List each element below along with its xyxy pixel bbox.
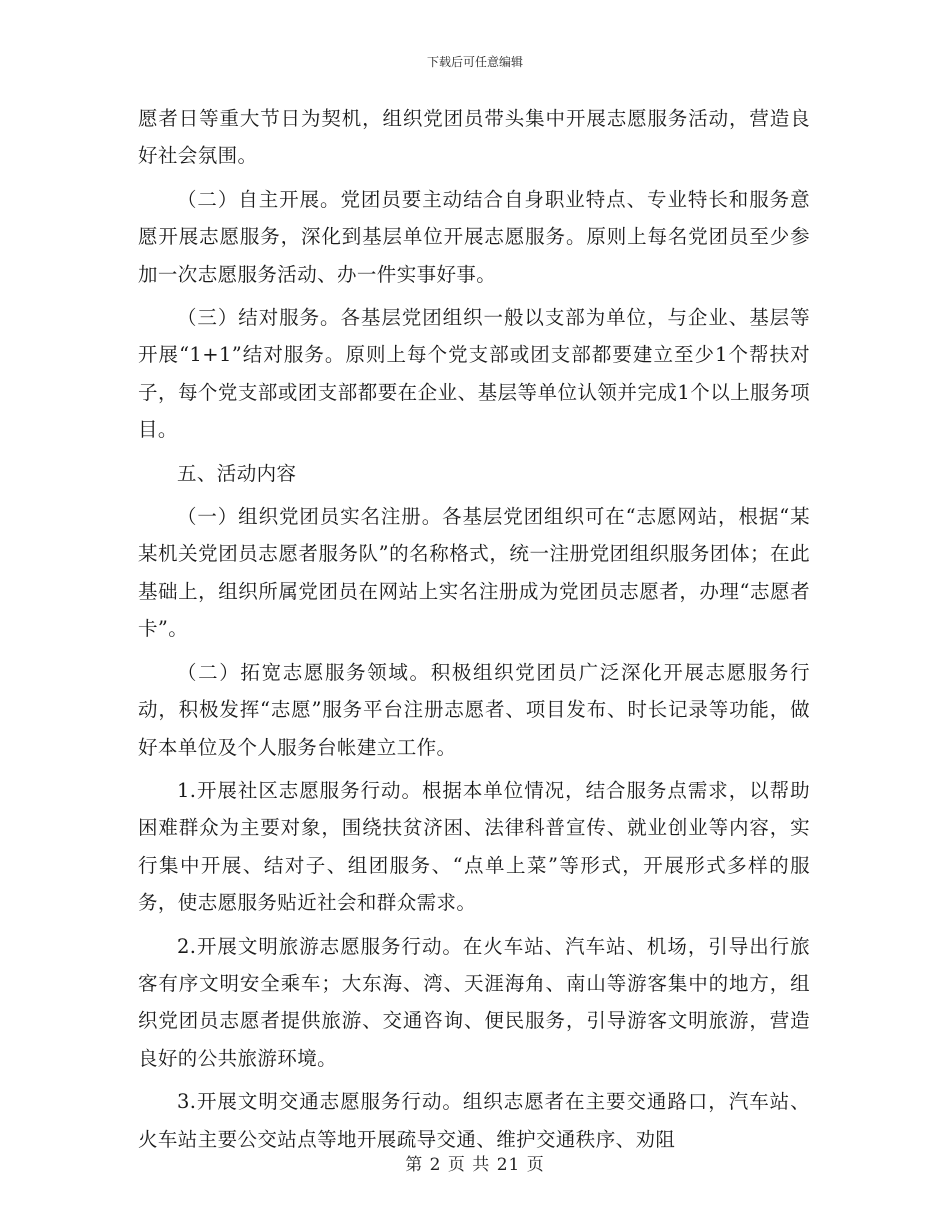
paragraph-6: 1.开展社区志愿服务行动。根据本单位情况，结合服务点需求，以帮助困难群众为主要对象，围绕扶贫济困、法律科普宣传、就业创业等内容，实行集中开展、结对子、组团服务、“点单上菜”等形式，开展形式多样的服务，使志愿服务贴近社会和群众需求。 [138,778,810,915]
total-label-suffix: 页 [526,1155,545,1175]
page-header: 下载后可任意编辑 [426,55,523,69]
page-label-prefix: 第 [405,1155,424,1175]
paragraph-3: （三）结对服务。各基层党团组织一般以支部为单位，与企业、基层等开展“1+1”结对服务。原则上每个党支部或团支部都要建立至少1个帮扶对子，每个党支部或团支部都要在企业、基层等单位认领并完成1个以上服务项目。 [138,306,810,442]
total-page-number: 21 [496,1155,521,1175]
page-label-mid: 页 [447,1155,466,1175]
paragraph-4: （一）组织党团员实名注册。各基层党团组织可在“志愿网站，根据“某某机关党团员志愿者服务队”的名称格式，统一注册党团组织服务团体；在此基础上，组织所属党团员在网站上实名注册成为党团员志愿者，办理“志愿者卡”。 [138,505,810,641]
total-label-prefix: 共 [472,1155,491,1175]
paragraph-1: 愿者日等重大节日为契机，组织党团员带头集中开展志愿服务活动，营造良好社会氛围。 [138,107,810,168]
section-heading-5: 五、活动内容 [177,461,297,485]
paragraph-5: （二）拓宽志愿服务领域。积极组织党团员广泛深化开展志愿服务行动，积极发挥“志愿”服务平台注册志愿者、项目发布、时长记录等功能，做好本单位及个人服务台帐建立工作。 [138,660,810,759]
paragraph-8: 3.开展文明交通志愿服务行动。组织志愿者在主要交通路口，汽车站、火车站主要公交站点等地开展疏导交通、维护交通秩序、劝阻 [138,1090,810,1151]
paragraph-2: （二）自主开展。党团员要主动结合自身职业特点、专业特长和服务意愿开展志愿服务，深化到基层单位开展志愿服务。原则上每名党团员至少参加一次志愿服务活动、办一件实事好事。 [138,187,810,286]
document-body [138,100,810,1158]
paragraph-7: 2.开展文明旅游志愿服务行动。在火车站、汽车站、机场，引导出行旅客有序文明安全乘车；大东海、湾、天涯海角、南山等游客集中的地方，组织党团员志愿者提供旅游、交通咨询、便民服务，引导游客文明旅游，营造良好的公共旅游环境。 [138,934,810,1070]
current-page-number: 2 [429,1155,442,1175]
page-footer [0,1154,950,1176]
